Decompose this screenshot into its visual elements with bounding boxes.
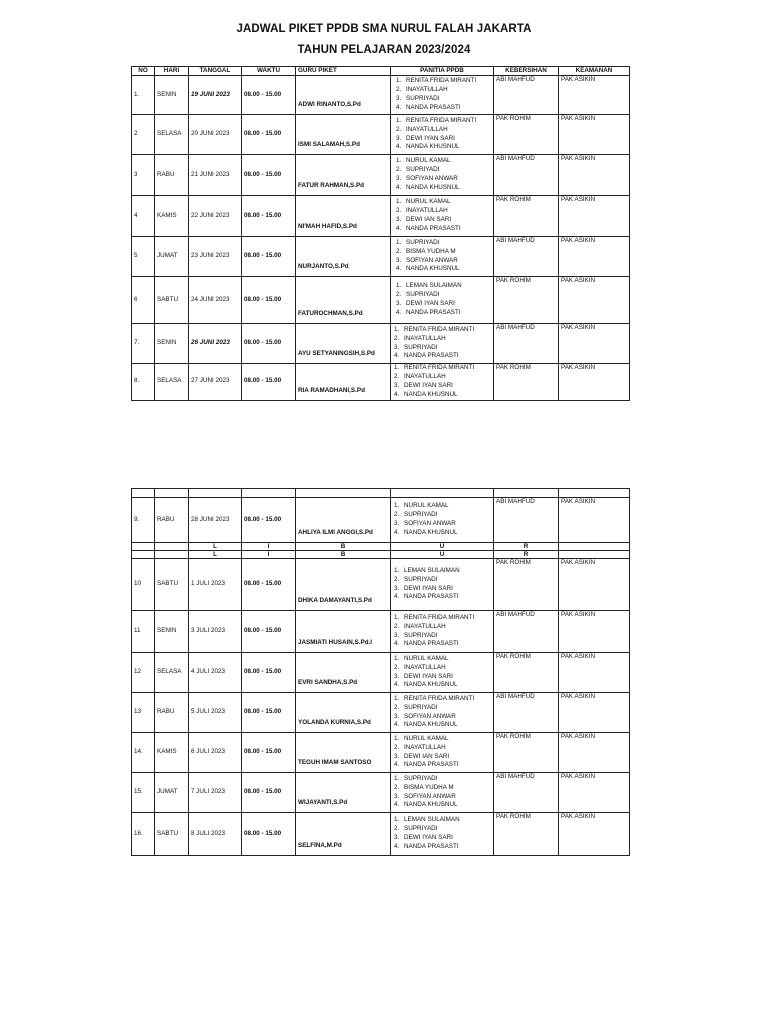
cell-kebersihan: PAK ROHIM xyxy=(494,559,559,611)
cell-guru-piket: YOLANDA KURNIA,S.Pd xyxy=(296,693,391,733)
cell-waktu: 08.00 - 15.00 xyxy=(242,611,296,653)
cell-tanggal: 28 JUNI 2023 xyxy=(189,498,242,543)
table-row xyxy=(132,813,630,856)
panitia-item: 3. DEWI IAN SARI xyxy=(403,216,492,225)
table-row xyxy=(132,364,630,401)
cell-hari: SENIN xyxy=(155,76,189,115)
libur-letter: R xyxy=(494,543,559,551)
panitia-item: 1. RENITA FRIDA MIRANTI xyxy=(401,364,492,373)
panitia-item: 2. SUPRIYADI xyxy=(403,291,492,300)
panitia-item: 4. NANDA KHUSNUL xyxy=(401,529,492,538)
col-header: PANITIA PPDB xyxy=(391,67,494,76)
cell-waktu: 08.00 - 15.00 xyxy=(242,277,296,324)
panitia-item: 3. SOFIYAN ANWAR xyxy=(403,175,492,184)
cell-panitia xyxy=(391,498,494,543)
cell-panitia xyxy=(391,155,494,196)
panitia-list xyxy=(392,198,492,234)
panitia-item: 4. NANDA PRASASTI xyxy=(403,309,492,318)
cell-guru-piket: FATUR RAHMAN,S.Pd xyxy=(296,155,391,196)
panitia-list xyxy=(392,567,492,603)
table-row xyxy=(132,324,630,364)
cell-kebersihan: ABI MAHFUD xyxy=(494,498,559,543)
cell-panitia xyxy=(391,559,494,611)
cell-panitia xyxy=(391,733,494,773)
panitia-item: 3. SUPRIYADI xyxy=(403,95,492,104)
table-row xyxy=(132,693,630,733)
panitia-list xyxy=(392,816,492,852)
cell-keamanan: PAK ASIKIN xyxy=(559,733,630,773)
cell-keamanan: PAK ASIKIN xyxy=(559,498,630,543)
page-subtitle: TAHUN PELAJARAN 2023/2024 xyxy=(297,44,471,56)
cell-no: 14. xyxy=(132,733,155,773)
col-header: NO xyxy=(132,67,155,76)
table-row xyxy=(132,196,630,237)
cell-hari: JUMAT xyxy=(155,237,189,277)
cell-tanggal: 3 JULI 2023 xyxy=(189,611,242,653)
table-row xyxy=(132,733,630,773)
panitia-item: 2. INAYATULLAH xyxy=(401,623,492,632)
cell-hari: SABTU xyxy=(155,559,189,611)
col-header: KEAMANAN xyxy=(559,67,630,76)
panitia-item: 2. INAYATULLAH xyxy=(401,664,492,673)
cell-panitia xyxy=(391,237,494,277)
panitia-item: 4. NANDA PRASASTI xyxy=(401,640,492,649)
panitia-item: 4. NANDA KHUSNUL xyxy=(403,184,492,193)
cell-panitia xyxy=(391,324,494,364)
cell-no: 16. xyxy=(132,813,155,856)
cell-panitia xyxy=(391,76,494,115)
panitia-item: 3. DEWI IYAN SARI xyxy=(401,834,492,843)
cell-no: 11 xyxy=(132,611,155,653)
panitia-item: 1. NURUL KAMAL xyxy=(401,655,492,664)
cell-hari: SENIN xyxy=(155,324,189,364)
cell-keamanan: PAK ASIKIN xyxy=(559,611,630,653)
cell-waktu: 08.00 - 15.00 xyxy=(242,237,296,277)
cell-tanggal: 21 JUNI 2023 xyxy=(189,155,242,196)
cell-panitia xyxy=(391,693,494,733)
panitia-item: 4. NANDA KHUSNUL xyxy=(401,391,492,400)
panitia-item: 3. SOFIYAN ANWAR xyxy=(401,713,492,722)
panitia-item: 3. DEWI IYAN SARI xyxy=(401,382,492,391)
cell-guru-piket: NURJANTO,S.Pd xyxy=(296,237,391,277)
cell-empty xyxy=(132,543,155,551)
panitia-item: 2. INAYATULLAH xyxy=(401,335,492,344)
table-row xyxy=(132,773,630,813)
cell-tanggal: 6 JULI 2023 xyxy=(189,733,242,773)
cell-empty xyxy=(559,551,630,559)
cell-panitia xyxy=(391,115,494,155)
col-header: GURU PIKET xyxy=(296,67,391,76)
panitia-item: 2. SUPRIYADI xyxy=(401,576,492,585)
cell-waktu: 08.00 - 15.00 xyxy=(242,196,296,237)
panitia-list xyxy=(392,117,492,153)
panitia-item: 2. SUPRIYADI xyxy=(401,704,492,713)
panitia-item: 4. NANDA PRASASTI xyxy=(401,593,492,602)
cell-tanggal: 22 JUNI 2023 xyxy=(189,196,242,237)
panitia-item: 4. NANDA KHUSNUL xyxy=(401,721,492,730)
cell-hari: SABTU xyxy=(155,813,189,856)
panitia-item: 1. NURUL KAMAL xyxy=(401,502,492,511)
cell-guru-piket: DHIKA DAMAYANTI,S.Pd xyxy=(296,559,391,611)
panitia-item: 3. SOFIYAN ANWAR xyxy=(401,520,492,529)
cell-kebersihan: PAK ROHIM xyxy=(494,813,559,856)
panitia-item: 3. DEWI IAN SARI xyxy=(401,753,492,762)
cell-hari: RABU xyxy=(155,693,189,733)
panitia-item: 4. NANDA KHUSNUL xyxy=(403,265,492,274)
cell-tanggal: 8 JULI 2023 xyxy=(189,813,242,856)
cell-guru-piket: AYU SETYANINGSIH,S.Pd xyxy=(296,324,391,364)
cell-no: 9. xyxy=(132,498,155,543)
cell-hari: SELASA xyxy=(155,364,189,401)
cell-keamanan: PAK ASIKIN xyxy=(559,693,630,733)
page-title: JADWAL PIKET PPDB SMA NURUL FALAH JAKARTA xyxy=(236,23,532,35)
panitia-item: 4. NANDA PRASASTI xyxy=(401,352,492,361)
cell-kebersihan: ABI MAHFUD xyxy=(494,611,559,653)
panitia-item: 4. NANDA PRASASTI xyxy=(401,843,492,852)
panitia-list xyxy=(392,364,492,400)
panitia-list xyxy=(392,695,492,731)
cell-waktu: 08.00 - 15.00 xyxy=(242,773,296,813)
panitia-list xyxy=(392,282,492,318)
cell-waktu: 08.00 - 15.00 xyxy=(242,813,296,856)
cell-empty xyxy=(155,551,189,559)
libur-letter: L xyxy=(189,543,242,551)
cell-keamanan: PAK ASIKIN xyxy=(559,76,630,115)
cell-waktu: 08.00 - 15.00 xyxy=(242,155,296,196)
cell-empty xyxy=(155,543,189,551)
cell-tanggal: 19 JUNI 2023 xyxy=(189,76,242,115)
cell-no: 3 xyxy=(132,155,155,196)
libur-letter: I xyxy=(242,551,296,559)
panitia-list xyxy=(392,502,492,538)
cell-empty xyxy=(132,551,155,559)
cell-guru-piket: NI'MAH HAFID,S.Pd xyxy=(296,196,391,237)
cell-kebersihan: PAK ROHIM xyxy=(494,277,559,324)
panitia-item: 1. LEMAN SULAIMAN xyxy=(401,816,492,825)
panitia-item: 1. LEMAN SULAIMAN xyxy=(403,282,492,291)
col-header: KEBERSIHAN xyxy=(494,67,559,76)
cell-panitia xyxy=(391,813,494,856)
panitia-item: 1. NURUL KAMAL xyxy=(401,735,492,744)
panitia-item: 2. INAYATULLAH xyxy=(401,744,492,753)
cell-tanggal: 24 JUNI 2023 xyxy=(189,277,242,324)
schedule-table-2 xyxy=(131,488,630,856)
cell-waktu: 08.00 - 15.00 xyxy=(242,693,296,733)
panitia-item: 3. DEWI IYAN SARI xyxy=(401,673,492,682)
cell-kebersihan: ABI MAHFUD xyxy=(494,693,559,733)
col-header: TANGGAL xyxy=(189,67,242,76)
panitia-item: 4. NANDA KHUSNUL xyxy=(401,801,492,810)
table-row xyxy=(132,277,630,324)
cell-keamanan: PAK ASIKIN xyxy=(559,653,630,693)
cell-kebersihan: ABI MAHFUD xyxy=(494,76,559,115)
cell-waktu: 08.00 - 15.00 xyxy=(242,76,296,115)
cell-kebersihan: ABI MAHFUD xyxy=(494,237,559,277)
panitia-item: 4. NANDA KHUSNUL xyxy=(401,681,492,690)
cell-guru-piket: FATUROCHMAN,S.Pd xyxy=(296,277,391,324)
cell-waktu: 08.00 - 15.00 xyxy=(242,324,296,364)
cell-waktu: 08.00 - 15.00 xyxy=(242,498,296,543)
panitia-item: 1. RENITA FRIDA MIRANTI xyxy=(401,326,492,335)
cell-panitia xyxy=(391,773,494,813)
cell-guru-piket: EVRI SANDHA,S.Pd xyxy=(296,653,391,693)
cell-keamanan: PAK ASIKIN xyxy=(559,237,630,277)
libur-letter: I xyxy=(242,543,296,551)
cell-waktu: 08.00 - 15.00 xyxy=(242,559,296,611)
libur-row xyxy=(132,551,630,559)
cell-kebersihan: PAK ROHIM xyxy=(494,733,559,773)
cell-kebersihan: PAK ROHIM xyxy=(494,115,559,155)
cell-keamanan: PAK ASIKIN xyxy=(559,196,630,237)
table-row xyxy=(132,559,630,611)
cell-no: 13 xyxy=(132,693,155,733)
panitia-item: 1. NURUL KAMAL xyxy=(403,157,492,166)
cell-no: 12 xyxy=(132,653,155,693)
cell-guru-piket: ADWI RINANTO,S.Pd xyxy=(296,76,391,115)
panitia-item: 1. RENITA FRIDA MIRANTI xyxy=(401,614,492,623)
cell-tanggal: 20 JUNI 2023 xyxy=(189,115,242,155)
table-row xyxy=(132,76,630,115)
panitia-item: 3. SOFIYAN ANWAR xyxy=(401,793,492,802)
panitia-item: 3. SOFIYAN ANWAR xyxy=(403,257,492,266)
col-header: WAKTU xyxy=(242,67,296,76)
cell-hari: RABU xyxy=(155,498,189,543)
panitia-item: 2. SUPRIYADI xyxy=(401,511,492,520)
cell-tanggal: 26 JUNI 2023 xyxy=(189,324,242,364)
cell-keamanan: PAK ASIKIN xyxy=(559,559,630,611)
cell-no: 2 xyxy=(132,115,155,155)
panitia-item: 1. RENITA FRIDA MIRANTI xyxy=(403,77,492,86)
col-header: HARI xyxy=(155,67,189,76)
panitia-item: 1. RENITA FRIDA MIRANTI xyxy=(401,695,492,704)
panitia-item: 2. INAYATULLAH xyxy=(403,207,492,216)
libur-letter: L xyxy=(189,551,242,559)
panitia-item: 2. BISMA YUDHA M xyxy=(403,248,492,257)
panitia-item: 3. DEWI IYAN SARI xyxy=(403,135,492,144)
panitia-item: 3. DEWI IYAN SARI xyxy=(401,585,492,594)
table-row xyxy=(132,237,630,277)
cell-tanggal: 5 JULI 2023 xyxy=(189,693,242,733)
panitia-item: 1. NURUL KAMAL xyxy=(403,198,492,207)
cell-empty xyxy=(559,543,630,551)
blank-row xyxy=(132,489,630,498)
schedule-table-1 xyxy=(131,66,630,401)
panitia-item: 4. NANDA PRASASTI xyxy=(403,104,492,113)
cell-panitia xyxy=(391,611,494,653)
cell-hari: SELASA xyxy=(155,115,189,155)
cell-no: 5 xyxy=(132,237,155,277)
panitia-list xyxy=(392,157,492,193)
panitia-list xyxy=(392,326,492,362)
panitia-item: 3. DEWI IYAN SARI xyxy=(403,300,492,309)
cell-kebersihan: PAK ROHIM xyxy=(494,196,559,237)
cell-panitia xyxy=(391,277,494,324)
libur-letter: B xyxy=(296,551,391,559)
panitia-item: 1. RENITA FRIDA MIRANTI xyxy=(403,117,492,126)
panitia-list xyxy=(392,735,492,771)
cell-panitia xyxy=(391,196,494,237)
panitia-list xyxy=(392,775,492,811)
cell-kebersihan: PAK ROHIM xyxy=(494,364,559,401)
panitia-item: 4. NANDA KHUSNUL xyxy=(403,143,492,152)
table-header-row xyxy=(132,67,630,76)
cell-keamanan: PAK ASIKIN xyxy=(559,277,630,324)
cell-kebersihan: ABI MAHFUD xyxy=(494,324,559,364)
cell-no: 8. xyxy=(132,364,155,401)
cell-guru-piket: JASMIATI HUSAIN,S.Pd.I xyxy=(296,611,391,653)
panitia-item: 3. SUPRIYADI xyxy=(401,344,492,353)
cell-hari: RABU xyxy=(155,155,189,196)
cell-hari: KAMIS xyxy=(155,733,189,773)
cell-guru-piket: TEGUH IMAM SANTOSO xyxy=(296,733,391,773)
cell-tanggal: 23 JUNI 2023 xyxy=(189,237,242,277)
cell-waktu: 08.00 - 15.00 xyxy=(242,364,296,401)
cell-no: 7. xyxy=(132,324,155,364)
panitia-item: 1. SUPRIYADI xyxy=(401,775,492,784)
cell-tanggal: 4 JULI 2023 xyxy=(189,653,242,693)
cell-guru-piket: AHLIYA ILMI ANGGI,S.Pd xyxy=(296,498,391,543)
panitia-list xyxy=(392,239,492,275)
cell-hari: SENIN xyxy=(155,611,189,653)
table-row xyxy=(132,498,630,543)
cell-no: 4 xyxy=(132,196,155,237)
panitia-item: 1. LEMAN SULAIMAN xyxy=(401,567,492,576)
cell-kebersihan: ABI MAHFUD xyxy=(494,773,559,813)
cell-kebersihan: ABI MAHFUD xyxy=(494,155,559,196)
cell-tanggal: 1 JULI 2023 xyxy=(189,559,242,611)
panitia-item: 2. BISMA YUDHA M xyxy=(401,784,492,793)
cell-waktu: 08.00 - 15.00 xyxy=(242,653,296,693)
panitia-list xyxy=(392,614,492,650)
cell-no: 1. xyxy=(132,76,155,115)
cell-hari: SABTU xyxy=(155,277,189,324)
panitia-item: 2. SUPRIYADI xyxy=(401,825,492,834)
cell-keamanan: PAK ASIKIN xyxy=(559,773,630,813)
libur-letter: B xyxy=(296,543,391,551)
panitia-item: 2. INAYATULLAH xyxy=(403,126,492,135)
cell-keamanan: PAK ASIKIN xyxy=(559,324,630,364)
cell-kebersihan: PAK ROHIM xyxy=(494,653,559,693)
cell-guru-piket: ISMI SALAMAH,S.Pd xyxy=(296,115,391,155)
panitia-item: 2. SUPRIYADI xyxy=(403,166,492,175)
panitia-list xyxy=(392,77,492,113)
cell-no: 6 xyxy=(132,277,155,324)
table-row xyxy=(132,653,630,693)
cell-keamanan: PAK ASIKIN xyxy=(559,115,630,155)
panitia-item: 4. NANDA PRASASTI xyxy=(401,761,492,770)
cell-no: 10 xyxy=(132,559,155,611)
panitia-list xyxy=(392,655,492,691)
table-row xyxy=(132,155,630,196)
cell-guru-piket: RIA RAMADHANI,S.Pd xyxy=(296,364,391,401)
panitia-item: 3. SUPRIYADI xyxy=(401,632,492,641)
cell-panitia xyxy=(391,364,494,401)
cell-guru-piket: WIJAYANTI,S.Pd xyxy=(296,773,391,813)
cell-tanggal: 27 JUNI 2023 xyxy=(189,364,242,401)
cell-waktu: 08.00 - 15.00 xyxy=(242,115,296,155)
table-row xyxy=(132,611,630,653)
libur-letter: U xyxy=(391,543,494,551)
panitia-item: 1. SUPRIYADI xyxy=(403,239,492,248)
libur-letter: U xyxy=(391,551,494,559)
table-row xyxy=(132,115,630,155)
cell-hari: KAMIS xyxy=(155,196,189,237)
cell-keamanan: PAK ASIKIN xyxy=(559,364,630,401)
cell-guru-piket: SELFINA,M.Pd xyxy=(296,813,391,856)
cell-panitia xyxy=(391,653,494,693)
cell-keamanan: PAK ASIKIN xyxy=(559,155,630,196)
libur-letter: R xyxy=(494,551,559,559)
panitia-item: 2. INAYATULLAH xyxy=(401,373,492,382)
libur-row xyxy=(132,543,630,551)
panitia-item: 4. NANDA PRASASTI xyxy=(403,225,492,234)
cell-no: 15. xyxy=(132,773,155,813)
cell-waktu: 08.00 - 15.00 xyxy=(242,733,296,773)
cell-tanggal: 7 JULI 2023 xyxy=(189,773,242,813)
panitia-item: 2. INAYATULLAH xyxy=(403,86,492,95)
cell-hari: JUMAT xyxy=(155,773,189,813)
cell-keamanan: PAK ASIKIN xyxy=(559,813,630,856)
cell-hari: SELASA xyxy=(155,653,189,693)
